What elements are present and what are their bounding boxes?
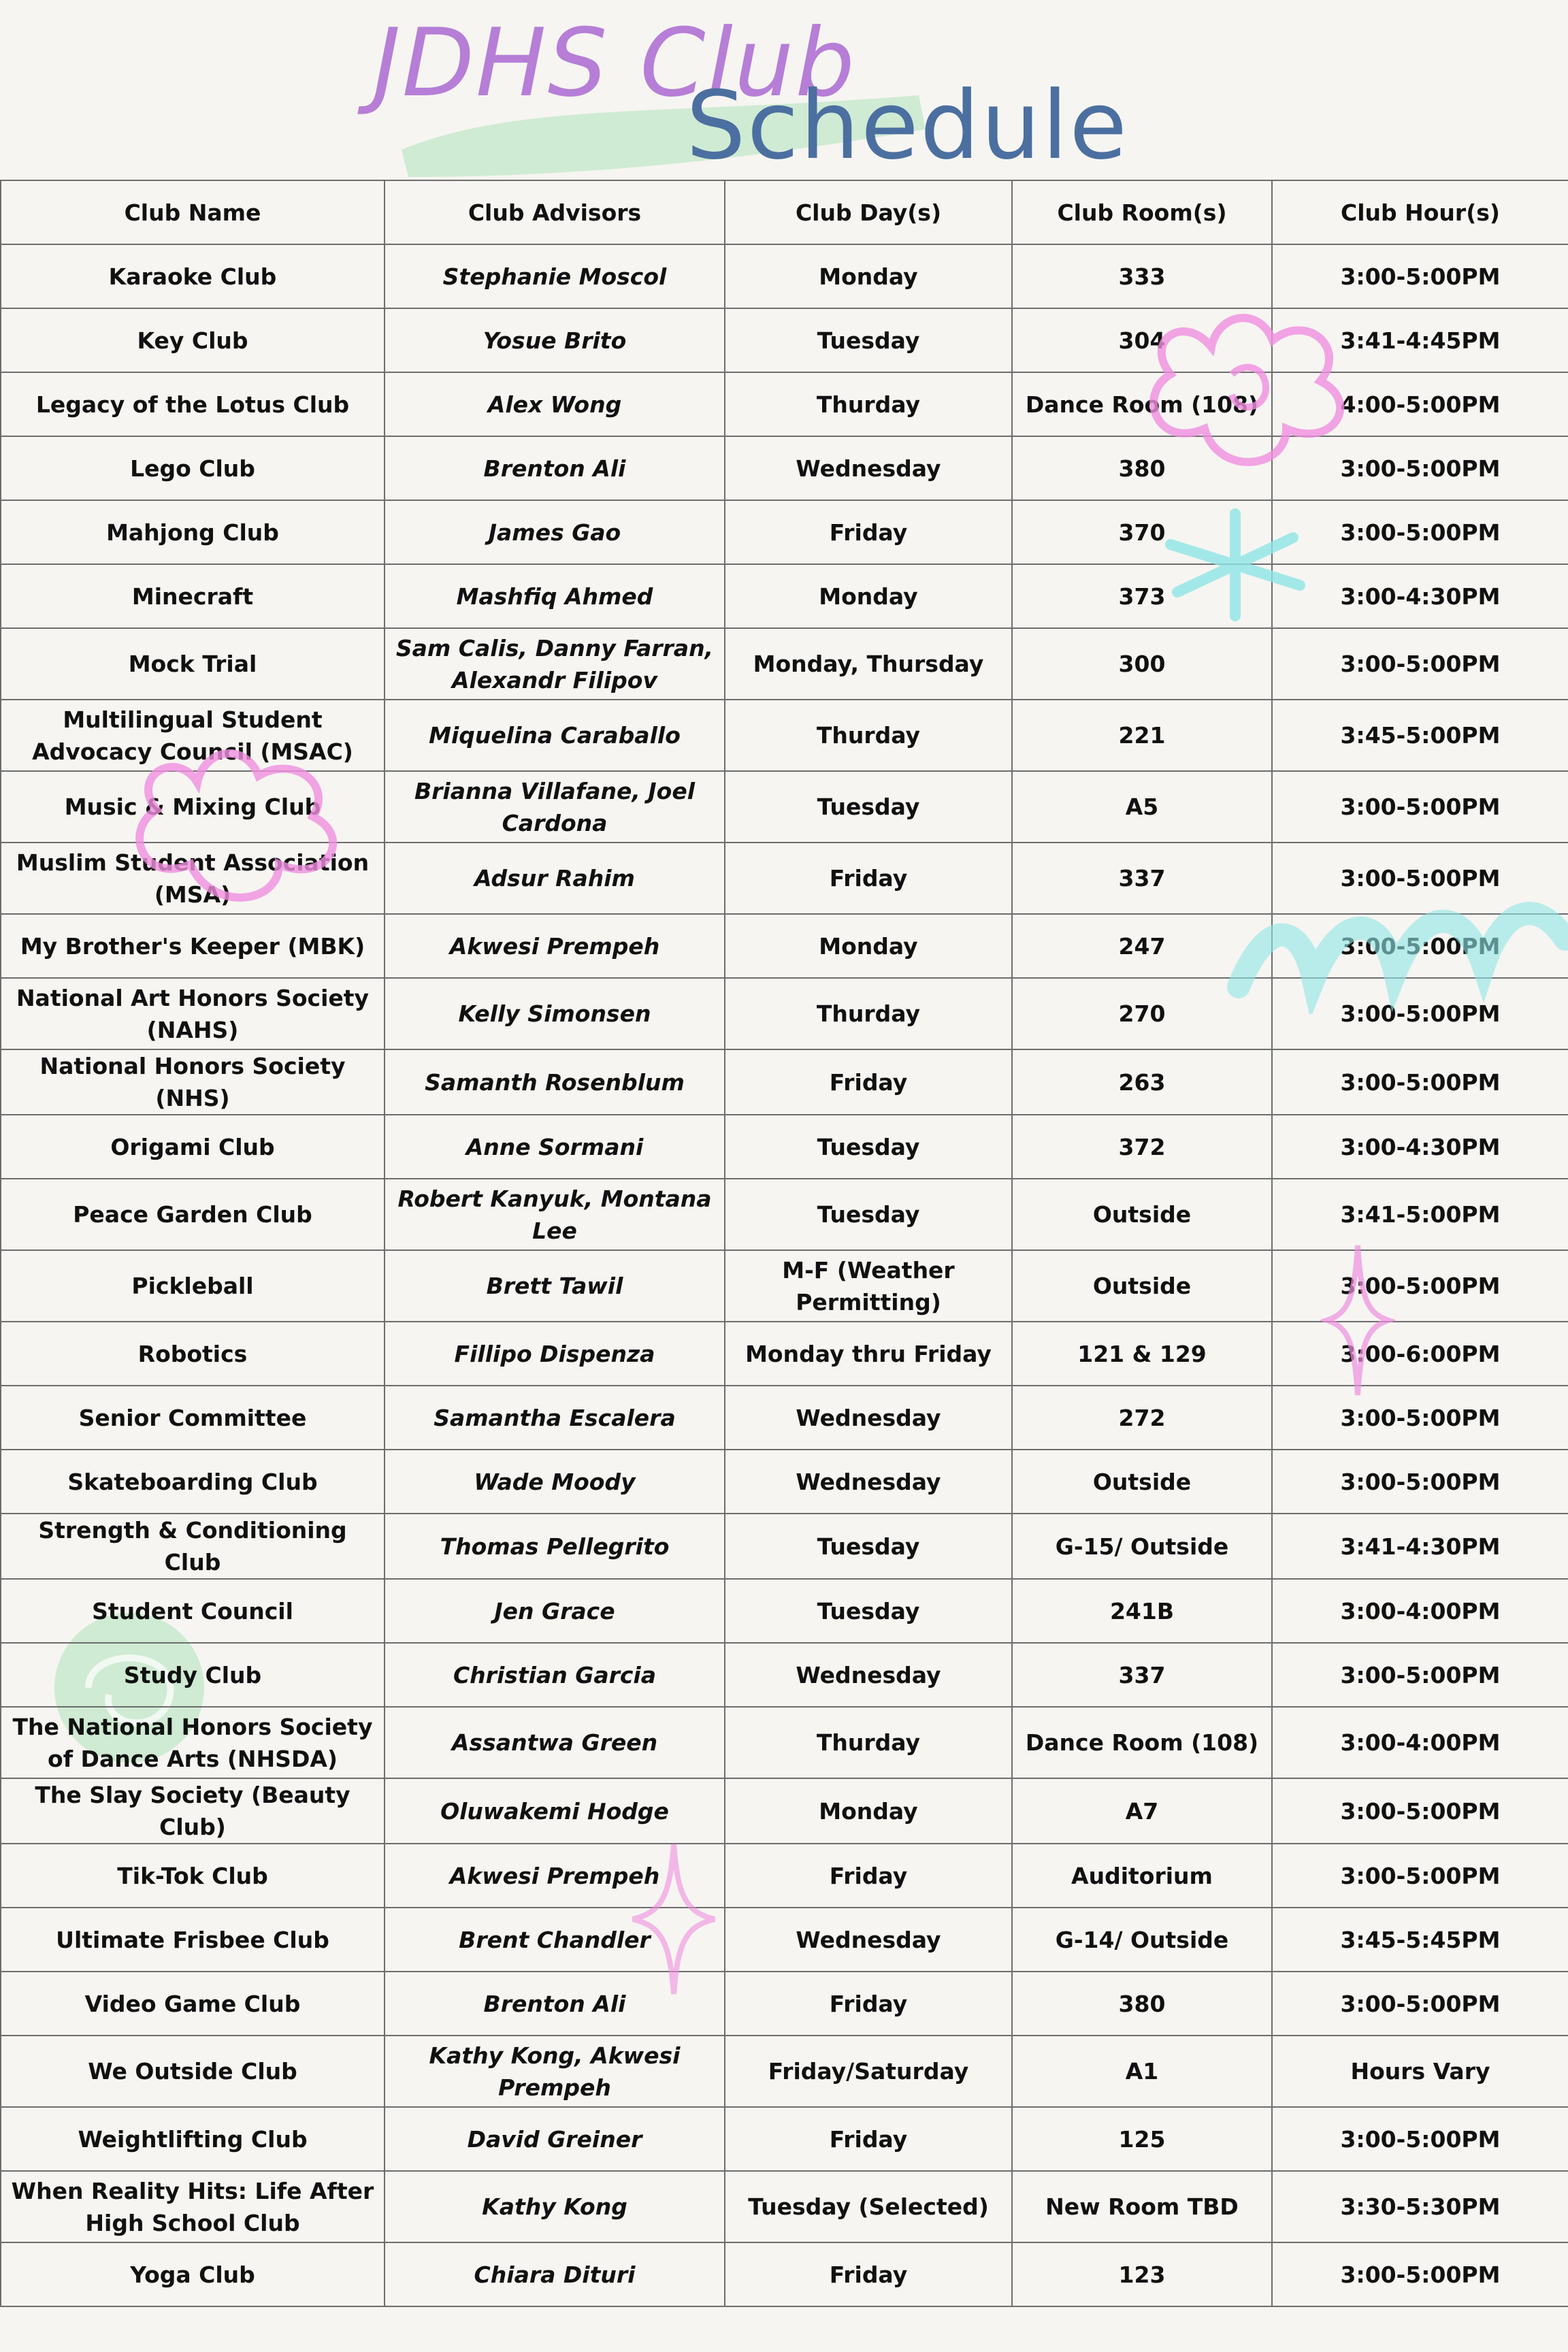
table-row xyxy=(1,628,1568,700)
table-row xyxy=(1,1450,1568,1514)
room-cell: 270 xyxy=(1012,978,1272,1049)
advisor-cell: Wade Moody xyxy=(385,1450,725,1514)
table-row xyxy=(1,500,1568,564)
day-cell: Thurday xyxy=(725,978,1012,1049)
header-club-rooms: Club Room(s) xyxy=(1012,180,1272,244)
hours-cell: 3:00-5:00PM xyxy=(1272,978,1568,1049)
advisor-cell: Brent Chandler xyxy=(385,1908,725,1972)
title-line-2: Schedule xyxy=(686,71,1129,180)
room-cell: Dance Room (108) xyxy=(1012,372,1272,436)
day-cell: Friday/Saturday xyxy=(725,2036,1012,2107)
room-cell: 370 xyxy=(1012,500,1272,564)
hours-cell: 3:00-5:00PM xyxy=(1272,2242,1568,2306)
table-row xyxy=(1,1250,1568,1322)
day-cell: Wednesday xyxy=(725,1643,1012,1707)
day-cell: Monday xyxy=(725,564,1012,628)
room-cell: 221 xyxy=(1012,700,1272,771)
room-cell: A1 xyxy=(1012,2036,1272,2107)
day-cell: Monday xyxy=(725,244,1012,308)
table-row xyxy=(1,1844,1568,1908)
hours-cell: 3:00-5:00PM xyxy=(1272,1643,1568,1707)
club-name-cell: Origami Club xyxy=(1,1115,385,1179)
day-cell: Monday thru Friday xyxy=(725,1322,1012,1386)
hours-cell: 3:00-5:00PM xyxy=(1272,500,1568,564)
room-cell: A5 xyxy=(1012,771,1272,843)
room-cell: G-14/ Outside xyxy=(1012,1908,1272,1972)
club-name-cell: Peace Garden Club xyxy=(1,1179,385,1250)
room-cell: 121 & 129 xyxy=(1012,1322,1272,1386)
advisor-cell: Yosue Brito xyxy=(385,308,725,372)
table-row xyxy=(1,1514,1568,1579)
hours-cell: 3:41-4:30PM xyxy=(1272,1514,1568,1579)
table-row xyxy=(1,564,1568,628)
club-name-cell: Student Council xyxy=(1,1579,385,1643)
advisor-cell: Stephanie Moscol xyxy=(385,244,725,308)
club-name-cell: Skateboarding Club xyxy=(1,1450,385,1514)
table-row xyxy=(1,2242,1568,2306)
header-row xyxy=(1,180,1568,244)
advisor-cell: Akwesi Prempeh xyxy=(385,914,725,978)
club-name-cell: Lego Club xyxy=(1,436,385,500)
hours-cell: 3:41-4:45PM xyxy=(1272,308,1568,372)
day-cell: Wednesday xyxy=(725,436,1012,500)
room-cell: 241B xyxy=(1012,1579,1272,1643)
club-name-cell: Mahjong Club xyxy=(1,500,385,564)
club-schedule-table xyxy=(0,180,1568,2307)
table-row xyxy=(1,1179,1568,1250)
table-row xyxy=(1,1908,1568,1972)
club-name-cell: Video Game Club xyxy=(1,1972,385,2036)
table-row xyxy=(1,1386,1568,1450)
hours-cell: 3:00-5:00PM xyxy=(1272,1778,1568,1844)
table-row xyxy=(1,2036,1568,2107)
table-row xyxy=(1,978,1568,1049)
table-row xyxy=(1,2107,1568,2171)
hours-cell: 3:00-5:00PM xyxy=(1272,628,1568,700)
hours-cell: 3:00-4:00PM xyxy=(1272,1707,1568,1778)
day-cell: Tuesday xyxy=(725,308,1012,372)
room-cell: 300 xyxy=(1012,628,1272,700)
day-cell: Tuesday xyxy=(725,1179,1012,1250)
table-row xyxy=(1,843,1568,914)
day-cell: Tuesday xyxy=(725,771,1012,843)
hours-cell: 3:30-5:30PM xyxy=(1272,2171,1568,2242)
table-row xyxy=(1,1322,1568,1386)
club-name-cell: National Honors Society (NHS) xyxy=(1,1049,385,1115)
club-name-cell: Pickleball xyxy=(1,1250,385,1322)
table-row xyxy=(1,1049,1568,1115)
advisor-cell: Kathy Kong, Akwesi Prempeh xyxy=(385,2036,725,2107)
day-cell: Thurday xyxy=(725,700,1012,771)
club-name-cell: Key Club xyxy=(1,308,385,372)
hours-cell: Hours Vary xyxy=(1272,2036,1568,2107)
room-cell: 247 xyxy=(1012,914,1272,978)
advisor-cell: Kathy Kong xyxy=(385,2171,725,2242)
day-cell: M-F (Weather Permitting) xyxy=(725,1250,1012,1322)
day-cell: Tuesday xyxy=(725,1115,1012,1179)
hours-cell: 4:00-5:00PM xyxy=(1272,372,1568,436)
table-row xyxy=(1,700,1568,771)
hours-cell: 3:00-5:00PM xyxy=(1272,2107,1568,2171)
room-cell: Outside xyxy=(1012,1250,1272,1322)
header-club-days: Club Day(s) xyxy=(725,180,1012,244)
hours-cell: 3:00-5:00PM xyxy=(1272,1250,1568,1322)
table-row xyxy=(1,244,1568,308)
club-name-cell: Ultimate Frisbee Club xyxy=(1,1908,385,1972)
table-row xyxy=(1,914,1568,978)
room-cell: G-15/ Outside xyxy=(1012,1514,1272,1579)
club-name-cell: My Brother's Keeper (MBK) xyxy=(1,914,385,978)
club-name-cell: We Outside Club xyxy=(1,2036,385,2107)
room-cell: 125 xyxy=(1012,2107,1272,2171)
advisor-cell: Chiara Dituri xyxy=(385,2242,725,2306)
advisor-cell: Christian Garcia xyxy=(385,1643,725,1707)
hours-cell: 3:00-5:00PM xyxy=(1272,244,1568,308)
room-cell: Outside xyxy=(1012,1450,1272,1514)
advisor-cell: Fillipo Dispenza xyxy=(385,1322,725,1386)
day-cell: Friday xyxy=(725,2107,1012,2171)
advisor-cell: Akwesi Prempeh xyxy=(385,1844,725,1908)
hours-cell: 3:00-5:00PM xyxy=(1272,1450,1568,1514)
club-name-cell: Minecraft xyxy=(1,564,385,628)
advisor-cell: Oluwakemi Hodge xyxy=(385,1778,725,1844)
hours-cell: 3:00-5:00PM xyxy=(1272,914,1568,978)
room-cell: A7 xyxy=(1012,1778,1272,1844)
club-name-cell: The Slay Society (Beauty Club) xyxy=(1,1778,385,1844)
advisor-cell: Jen Grace xyxy=(385,1579,725,1643)
hours-cell: 3:45-5:45PM xyxy=(1272,1908,1568,1972)
day-cell: Friday xyxy=(725,2242,1012,2306)
club-name-cell: Study Club xyxy=(1,1643,385,1707)
day-cell: Tuesday (Selected) xyxy=(725,2171,1012,2242)
advisor-cell: Brianna Villafane, Joel Cardona xyxy=(385,771,725,843)
day-cell: Monday, Thursday xyxy=(725,628,1012,700)
advisor-cell: Mashfiq Ahmed xyxy=(385,564,725,628)
hours-cell: 3:00-5:00PM xyxy=(1272,1386,1568,1450)
room-cell: Auditorium xyxy=(1012,1844,1272,1908)
hours-cell: 3:00-5:00PM xyxy=(1272,771,1568,843)
room-cell: Outside xyxy=(1012,1179,1272,1250)
advisor-cell: Brenton Ali xyxy=(385,1972,725,2036)
room-cell: 337 xyxy=(1012,843,1272,914)
advisor-cell: Adsur Rahim xyxy=(385,843,725,914)
room-cell: 263 xyxy=(1012,1049,1272,1115)
title-banner xyxy=(0,0,1568,178)
advisor-cell: Robert Kanyuk, Montana Lee xyxy=(385,1179,725,1250)
table-row xyxy=(1,1643,1568,1707)
club-name-cell: Yoga Club xyxy=(1,2242,385,2306)
advisor-cell: Samanth Rosenblum xyxy=(385,1049,725,1115)
hours-cell: 3:00-4:00PM xyxy=(1272,1579,1568,1643)
day-cell: Tuesday xyxy=(725,1514,1012,1579)
hours-cell: 3:00-5:00PM xyxy=(1272,843,1568,914)
day-cell: Tuesday xyxy=(725,1579,1012,1643)
club-name-cell: Mock Trial xyxy=(1,628,385,700)
advisor-cell: Thomas Pellegrito xyxy=(385,1514,725,1579)
day-cell: Friday xyxy=(725,1972,1012,2036)
day-cell: Friday xyxy=(725,1844,1012,1908)
club-name-cell: Karaoke Club xyxy=(1,244,385,308)
table-row xyxy=(1,1579,1568,1643)
hours-cell: 3:00-5:00PM xyxy=(1272,1972,1568,2036)
day-cell: Thurday xyxy=(725,372,1012,436)
header-club-advisors: Club Advisors xyxy=(385,180,725,244)
table-row xyxy=(1,1115,1568,1179)
hours-cell: 3:00-5:00PM xyxy=(1272,436,1568,500)
day-cell: Thurday xyxy=(725,1707,1012,1778)
advisor-cell: Brett Tawil xyxy=(385,1250,725,1322)
club-name-cell: Multilingual Student Advocacy Council (MSAC) xyxy=(1,700,385,771)
hours-cell: 3:45-5:00PM xyxy=(1272,700,1568,771)
club-name-cell: Robotics xyxy=(1,1322,385,1386)
club-name-cell: When Reality Hits: Life After High School Club xyxy=(1,2171,385,2242)
room-cell: 337 xyxy=(1012,1643,1272,1707)
advisor-cell: Alex Wong xyxy=(385,372,725,436)
day-cell: Wednesday xyxy=(725,1450,1012,1514)
room-cell: New Room TBD xyxy=(1012,2171,1272,2242)
table-row xyxy=(1,436,1568,500)
hours-cell: 3:00-5:00PM xyxy=(1272,1844,1568,1908)
hours-cell: 3:41-5:00PM xyxy=(1272,1179,1568,1250)
room-cell: 372 xyxy=(1012,1115,1272,1179)
header-club-hours: Club Hour(s) xyxy=(1272,180,1568,244)
hours-cell: 3:00-5:00PM xyxy=(1272,1049,1568,1115)
room-cell: 304 xyxy=(1012,308,1272,372)
table-row xyxy=(1,2171,1568,2242)
table-row xyxy=(1,1707,1568,1778)
club-name-cell: Tik-Tok Club xyxy=(1,1844,385,1908)
table-row xyxy=(1,771,1568,843)
club-name-cell: The National Honors Society of Dance Arts (NHSDA) xyxy=(1,1707,385,1778)
day-cell: Wednesday xyxy=(725,1908,1012,1972)
table-row xyxy=(1,308,1568,372)
day-cell: Friday xyxy=(725,843,1012,914)
table-row xyxy=(1,372,1568,436)
room-cell: 380 xyxy=(1012,436,1272,500)
advisor-cell: Samantha Escalera xyxy=(385,1386,725,1450)
advisor-cell: James Gao xyxy=(385,500,725,564)
advisor-cell: Brenton Ali xyxy=(385,436,725,500)
hours-cell: 3:00-4:30PM xyxy=(1272,1115,1568,1179)
club-name-cell: Weightlifting Club xyxy=(1,2107,385,2171)
hours-cell: 3:00-6:00PM xyxy=(1272,1322,1568,1386)
club-name-cell: Strength & Conditioning Club xyxy=(1,1514,385,1579)
room-cell: 123 xyxy=(1012,2242,1272,2306)
club-name-cell: National Art Honors Society (NAHS) xyxy=(1,978,385,1049)
room-cell: 380 xyxy=(1012,1972,1272,2036)
day-cell: Monday xyxy=(725,1778,1012,1844)
club-name-cell: Muslim Student Association (MSA) xyxy=(1,843,385,914)
room-cell: 373 xyxy=(1012,564,1272,628)
table-row xyxy=(1,1778,1568,1844)
advisor-cell: Kelly Simonsen xyxy=(385,978,725,1049)
day-cell: Friday xyxy=(725,500,1012,564)
advisor-cell: Sam Calis, Danny Farran, Alexandr Filipov xyxy=(385,628,725,700)
advisor-cell: Anne Sormani xyxy=(385,1115,725,1179)
title-line-1: JDHS Club xyxy=(373,8,856,118)
room-cell: 333 xyxy=(1012,244,1272,308)
advisor-cell: Assantwa Green xyxy=(385,1707,725,1778)
hours-cell: 3:00-4:30PM xyxy=(1272,564,1568,628)
room-cell: 272 xyxy=(1012,1386,1272,1450)
club-name-cell: Music & Mixing Club xyxy=(1,771,385,843)
club-name-cell: Senior Committee xyxy=(1,1386,385,1450)
advisor-cell: David Greiner xyxy=(385,2107,725,2171)
room-cell: Dance Room (108) xyxy=(1012,1707,1272,1778)
club-name-cell: Legacy of the Lotus Club xyxy=(1,372,385,436)
day-cell: Monday xyxy=(725,914,1012,978)
header-club-name: Club Name xyxy=(1,180,385,244)
day-cell: Wednesday xyxy=(725,1386,1012,1450)
day-cell: Friday xyxy=(725,1049,1012,1115)
table-row xyxy=(1,1972,1568,2036)
advisor-cell: Miquelina Caraballo xyxy=(385,700,725,771)
